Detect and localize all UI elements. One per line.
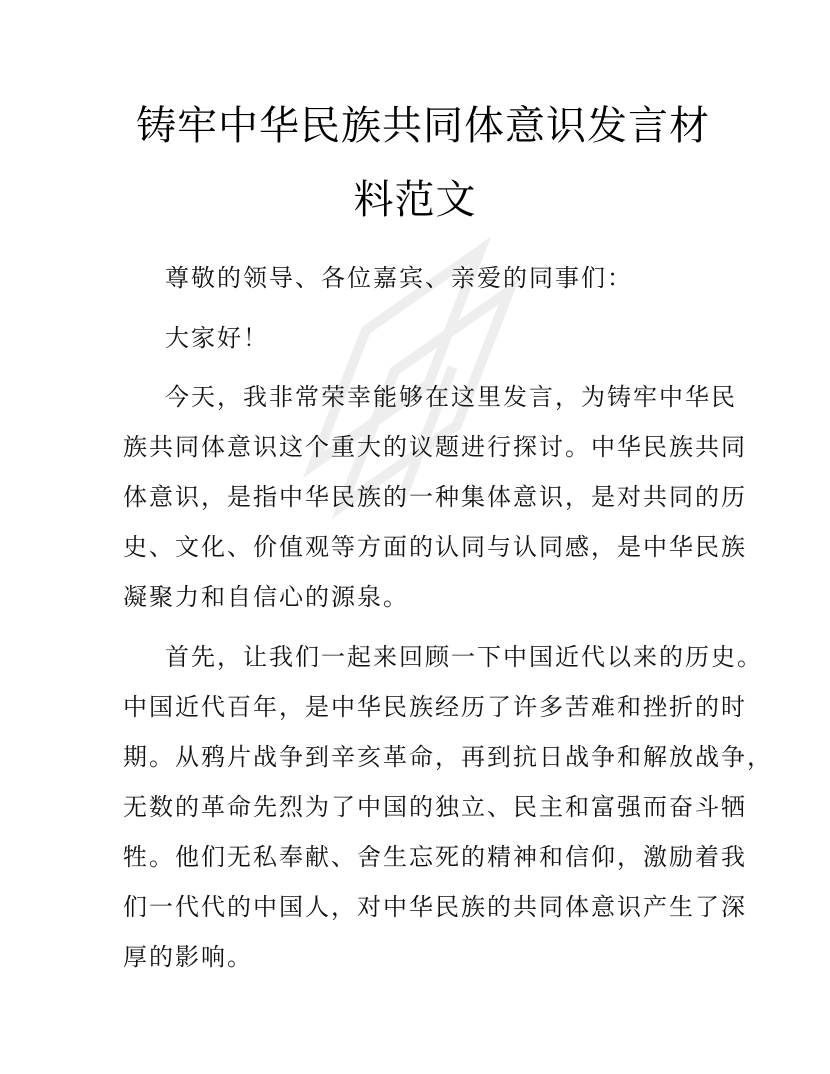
paragraph-1-line-3: 体意识，是指中华民族的一种集体意识，是对共同的历 (123, 483, 747, 511)
document-title-line-1: 铸牢中华民族共同体意识发言材 (136, 103, 710, 149)
hello-text: 大家好！ (165, 324, 269, 352)
paragraph-1-line-5: 凝聚力和自信心的源泉。 (123, 583, 409, 611)
paragraph-1-line-1: 今天，我非常荣幸能够在这里发言，为铸牢中华民 (165, 383, 737, 411)
paragraph-2-line-1: 首先，让我们一起来回顾一下中国近代以来的历史。 (165, 643, 763, 671)
greeting-text: 尊敬的领导、各位嘉宾、亲爱的同事们： (165, 264, 633, 292)
paragraph-2-line-2: 中国近代百年，是中华民族经历了许多苦难和挫折的时 (123, 693, 747, 721)
paragraph-2-line-4: 无数的革命先烈为了中国的独立、民主和富强而奋斗牺 (123, 793, 747, 821)
paragraph-2-line-5: 牲。他们无私奉献、舍生忘死的精神和信仰，激励着我 (123, 843, 747, 871)
paragraph-1-line-2: 族共同体意识这个重大的议题进行探讨。中华民族共同 (123, 433, 747, 461)
paragraph-2-line-7: 厚的影响。 (123, 943, 253, 971)
paragraph-2-line-6: 们一代代的中国人，对中华民族的共同体意识产生了深 (123, 893, 747, 921)
paragraph-2-line-3: 期。从鸦片战争到辛亥革命，再到抗日战争和解放战争， (123, 743, 773, 771)
document-title-line-2: 料范文 (353, 177, 477, 223)
paragraph-1-line-4: 史、文化、价值观等方面的认同与认同感，是中华民族 (123, 533, 747, 561)
